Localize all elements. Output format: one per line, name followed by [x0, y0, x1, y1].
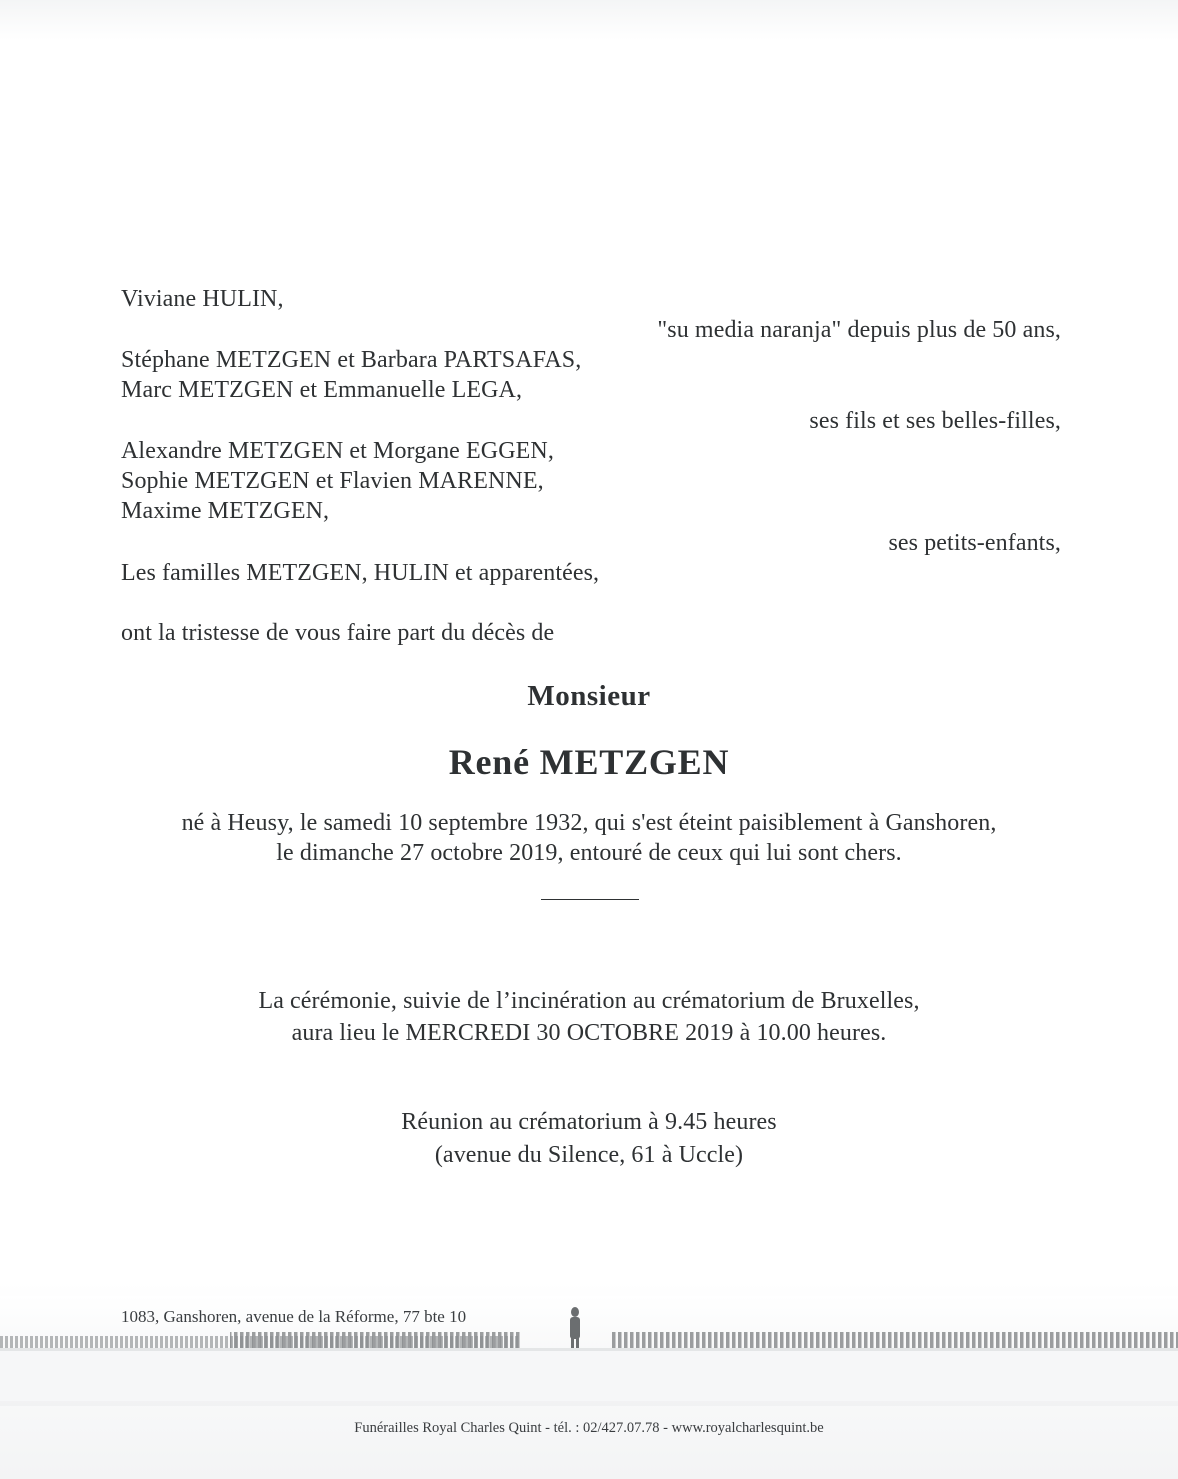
funeral-home-footer: Funérailles Royal Charles Quint - tél. : 02/427.07.78 - www.royalcharlesquint.be	[354, 1420, 824, 1436]
extended-families: Les familles METZGEN, HULIN et apparentées,	[121, 560, 600, 586]
meeting-line-1: Réunion au crématorium à 9.45 heures	[401, 1109, 777, 1135]
honorific: Monsieur	[527, 680, 651, 712]
grandchildren-relation: ses petits-enfants,	[888, 530, 1061, 556]
child-1: Stéphane METZGEN et Barbara PARTSAFAS,	[121, 347, 582, 373]
grandchild-3: Maxime METZGEN,	[121, 498, 330, 524]
meeting-line-2: (avenue du Silence, 61 à Uccle)	[434, 1142, 744, 1168]
announcement-intro: ont la tristesse de vous faire part du décès de	[121, 620, 555, 646]
birth-death-details-2: le dimanche 27 octobre 2019, entouré de ceux qui lui sont chers.	[276, 840, 902, 866]
ceremony-line-1: La cérémonie, suivie de l’incinération au crématorium de Bruxelles,	[258, 988, 920, 1014]
deceased-name: René METZGEN	[448, 742, 730, 782]
spouse-name: Viviane HULIN,	[121, 286, 284, 312]
grandchild-1: Alexandre METZGEN et Morgane EGGEN,	[121, 438, 554, 464]
spouse-relation: "su media naranja" depuis plus de 50 ans,	[657, 317, 1061, 343]
section-divider	[541, 899, 639, 900]
child-2: Marc METZGEN et Emmanuelle LEGA,	[121, 377, 523, 403]
ceremony-line-2: aura lieu le MERCREDI 30 OCTOBRE 2019 à 10.00 heures.	[291, 1020, 887, 1046]
children-relation: ses fils et ses belles-filles,	[809, 408, 1061, 434]
grandchild-2: Sophie METZGEN et Flavien MARENNE,	[121, 468, 544, 494]
birth-death-details-1: né à Heusy, le samedi 10 septembre 1932, qui s'est éteint paisiblement à Ganshoren,	[181, 810, 997, 836]
funeral-home-address: 1083, Ganshoren, avenue de la Réforme, 77 bte 10	[121, 1307, 467, 1326]
